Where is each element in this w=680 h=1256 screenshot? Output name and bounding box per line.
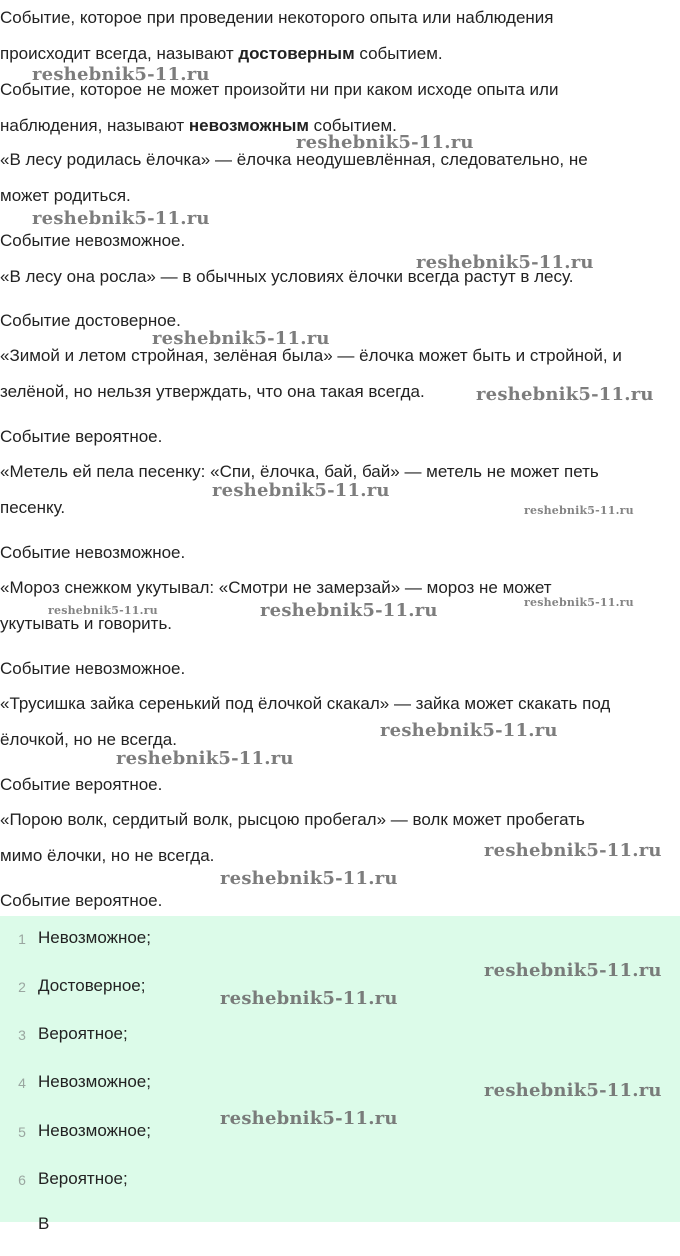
- watermark: reshebnik5-11.ru: [260, 600, 438, 621]
- quote-1-line1: «В лесу родилась ёлочка» — ёлочка неодушевлённая, следовательно, не: [0, 150, 588, 169]
- watermark: reshebnik5-11.ru: [476, 384, 654, 405]
- watermark: reshebnik5-11.ru: [220, 988, 398, 1009]
- answer-item: Невозможное;: [38, 1121, 151, 1140]
- quote-3-line2: зелёной, но нельзя утверждать, что она такая всегда.: [0, 382, 425, 401]
- watermark: reshebnik5-11.ru: [48, 604, 158, 617]
- text-fragment: событием.: [308, 116, 397, 135]
- text-fragment: событием.: [354, 44, 443, 63]
- term-impossible: невозможным: [188, 116, 309, 135]
- answer-number: 2: [18, 979, 26, 995]
- quote-4-line1: «Метель ей пела песенку: «Спи, ёлочка, бай, бай» — метель не может петь: [0, 462, 599, 481]
- watermark: reshebnik5-11.ru: [152, 328, 330, 349]
- quote-7-line2: мимо ёлочки, но не всегда.: [0, 846, 215, 865]
- verdict-7: Событие вероятное.: [0, 891, 163, 910]
- watermark: reshebnik5-11.ru: [380, 720, 558, 741]
- watermark: reshebnik5-11.ru: [484, 1080, 662, 1101]
- answer-number: 1: [18, 931, 26, 947]
- quote-5-line1: «Мороз снежком укутывал: «Смотри не замерзай» — мороз не может: [0, 578, 552, 597]
- term-certain: достоверным: [238, 44, 355, 63]
- definition-certain-line1: Событие, которое при проведении некоторого опыта или наблюдения: [0, 8, 554, 27]
- watermark: reshebnik5-11.ru: [116, 748, 294, 769]
- answer-number: 3: [18, 1027, 26, 1043]
- quote-7-line1: «Порою волк, сердитый волк, рысцою пробегал» — волк может пробегать: [0, 810, 585, 829]
- quote-3-line1: «Зимой и летом стройная, зелёная была» — ёлочка может быть и стройной, и: [0, 346, 622, 365]
- watermark: reshebnik5-11.ru: [32, 208, 210, 229]
- verdict-3: Событие вероятное.: [0, 427, 163, 446]
- answer-item: Вероятное;: [38, 1024, 128, 1043]
- watermark: reshebnik5-11.ru: [484, 960, 662, 981]
- verdict-2: Событие достоверное.: [0, 311, 181, 330]
- watermark: reshebnik5-11.ru: [220, 1108, 398, 1129]
- watermark: reshebnik5-11.ru: [524, 504, 634, 517]
- answer-item: Достоверное;: [38, 976, 146, 995]
- verdict-4: Событие невозможное.: [0, 543, 186, 562]
- answer-number: 4: [18, 1075, 26, 1091]
- answer-number: 6: [18, 1172, 26, 1188]
- answer-item: Вероятное;: [38, 1169, 128, 1188]
- quote-2-line1: «В лесу она росла» — в обычных условиях ёлочки всегда растут в лесу.: [0, 267, 574, 286]
- watermark: reshebnik5-11.ru: [212, 480, 390, 501]
- quote-6-line1: «Трусишка зайка серенький под ёлочкой скакал» — зайка может скакать под: [0, 694, 611, 713]
- watermark: reshebnik5-11.ru: [416, 252, 594, 273]
- quote-6-line2: ёлочкой, но не всегда.: [0, 730, 177, 749]
- watermark: reshebnik5-11.ru: [296, 132, 474, 153]
- answer-number: 5: [18, 1124, 26, 1140]
- watermark: reshebnik5-11.ru: [484, 840, 662, 861]
- verdict-6: Событие вероятное.: [0, 775, 163, 794]
- text-fragment: происходит всегда, называют: [0, 44, 239, 63]
- answer-item-cut: В: [38, 1214, 50, 1233]
- answer-item: Невозможное;: [38, 928, 151, 947]
- watermark: reshebnik5-11.ru: [32, 64, 210, 85]
- verdict-5: Событие невозможное.: [0, 659, 186, 678]
- quote-5-line2: укутывать и говорить.: [0, 614, 173, 633]
- watermark: reshebnik5-11.ru: [524, 596, 634, 609]
- watermark: reshebnik5-11.ru: [220, 868, 398, 889]
- text-fragment: наблюдения, называют: [0, 116, 189, 135]
- answer-item: Невозможное;: [38, 1072, 151, 1091]
- verdict-1: Событие невозможное.: [0, 231, 186, 250]
- quote-4-line2: песенку.: [0, 498, 66, 517]
- definition-certain-line2: [0, 44, 443, 64]
- definition-impossible-line1: Событие, которое не может произойти ни при каком исходе опыта или: [0, 80, 559, 99]
- quote-1-line2: может родиться.: [0, 186, 131, 205]
